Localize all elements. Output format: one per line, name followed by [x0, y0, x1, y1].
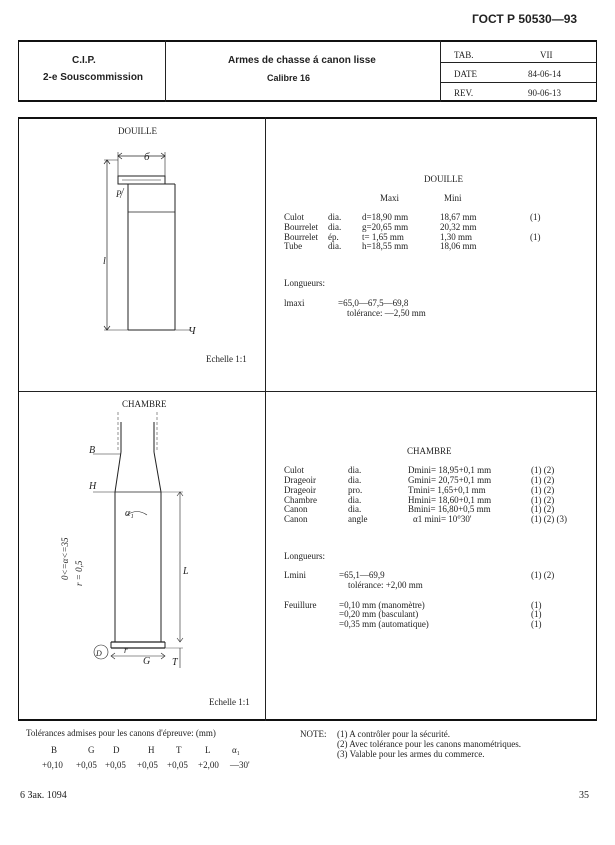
tol-value: +0,05	[76, 760, 97, 770]
row-mini: 18,06 mm	[440, 241, 477, 251]
meta-value: 90-06-13	[528, 88, 561, 98]
row-value: Dmini= 18,95+0,1 mm	[408, 465, 492, 475]
row-type: dia.	[328, 212, 342, 222]
row-type: dia.	[348, 495, 362, 505]
lmini-notes: (1) (2)	[531, 570, 555, 580]
footer-order: 6 Зак. 1094	[20, 790, 67, 801]
meta-label: REV.	[454, 88, 474, 98]
notes-label: NOTE:	[300, 729, 327, 739]
dim-t-label: T	[172, 657, 178, 668]
row-type: dia.	[348, 475, 362, 485]
douille-drawing	[90, 140, 210, 345]
row-name: Bourrelet	[284, 232, 318, 242]
row-name: Canon	[284, 514, 308, 524]
row-name: Drageoir	[284, 475, 316, 485]
subcommission: 2-e Souscommission	[43, 72, 144, 83]
org-name: C.I.P.	[72, 55, 96, 66]
chambre-drawing	[85, 412, 195, 682]
row-type: angle	[348, 514, 368, 524]
row-notes: (1) (2)	[531, 495, 555, 505]
row-type: dia.	[328, 241, 342, 251]
row-value: α1 mini= 10°30'	[413, 514, 472, 524]
row-mini: 1,30 mm	[440, 232, 473, 242]
dim-h-label: Ч	[188, 325, 196, 337]
row-maxi: d=18,90 mm	[362, 212, 409, 222]
row-mini: 20,32 mm	[440, 222, 477, 232]
row-name: Bourrelet	[284, 222, 318, 232]
lmaxi-label: lmaxi	[284, 298, 305, 308]
feuillure-value: =0,20 mm (basculant)	[339, 609, 419, 619]
row-name: Drageoir	[284, 485, 316, 495]
col-maxi: Maxi	[380, 193, 399, 203]
lmini-tolerance: tolérance: +2,00 mm	[348, 580, 423, 590]
dim-b-label: б	[144, 151, 150, 163]
row-value: Hmini= 18,60+0,1 mm	[408, 495, 492, 505]
dim-h-label: H	[89, 481, 97, 492]
note-item: (1) A contrôler pour la sécurité.	[337, 729, 450, 739]
row-note: (1)	[530, 212, 541, 222]
row-name: Chambre	[284, 495, 317, 505]
tol-value: —30'	[230, 760, 250, 770]
douille-longueurs-label: Longueurs:	[284, 278, 325, 288]
row-name: Culot	[284, 212, 305, 222]
feuillure-label: Feuillure	[284, 600, 317, 610]
row-name: Culot	[284, 465, 305, 475]
dim-d-label: D	[96, 649, 102, 658]
row-notes: (1) (2)	[531, 485, 555, 495]
tol-value: +2,00	[198, 760, 219, 770]
tol-letter: T	[176, 745, 182, 755]
row-maxi: t= 1,65 mm	[362, 232, 404, 242]
tol-letter: L	[205, 745, 211, 755]
lmaxi-value: =65,0—67,5—69,8	[338, 298, 409, 308]
chambre-section-title: CHAMBRE	[407, 446, 452, 456]
dim-b-label: B	[89, 445, 96, 456]
tol-value: +0,10	[42, 760, 63, 770]
douille-drawing-title: DOUILLE	[118, 126, 157, 136]
dim-p-label: P	[116, 189, 122, 199]
calibre: Calibre 16	[267, 73, 311, 83]
chambre-drawing-title: CHAMBRE	[122, 399, 167, 409]
chambre-scale: Echelle 1:1	[209, 697, 250, 707]
tol-letter: B	[51, 745, 58, 755]
tol-value: +0,05	[105, 760, 126, 770]
row-notes: (1) (2) (3)	[531, 514, 567, 524]
feuillure-note: (1)	[531, 619, 542, 629]
row-type: ép.	[328, 232, 339, 242]
dim-r-label: r	[124, 645, 128, 655]
standard-number: ГОСТ Р 50530—93	[472, 12, 578, 26]
note-item: (2) Avec tolérance pour les canons manométriques.	[337, 739, 522, 749]
meta-label: DATE	[454, 69, 477, 79]
tol-value: +0,05	[167, 760, 188, 770]
feuillure-value: =0,35 mm (automatique)	[339, 619, 429, 629]
lmini-value: =65,1—69,9	[339, 570, 385, 580]
row-notes: (1) (2)	[531, 465, 555, 475]
row-note: (1)	[530, 232, 541, 242]
meta-value: VII	[540, 50, 553, 60]
tol-letter: H	[148, 745, 155, 755]
note-item: (3) Valable pour les armes du commerce.	[337, 749, 485, 759]
chambre-longueurs-label: Longueurs:	[284, 551, 325, 561]
row-value: Tmini= 1,65+0,1 mm	[408, 485, 486, 495]
lmaxi-tolerance: tolérance: —2,50 mm	[347, 308, 426, 318]
lmini-label: Lmini	[284, 570, 306, 580]
row-notes: (1) (2)	[531, 475, 555, 485]
douille-scale: Echelle 1:1	[206, 354, 247, 364]
dim-l-label: l	[103, 256, 106, 267]
tol-letter: D	[113, 745, 120, 755]
tol-letter: G	[88, 745, 95, 755]
row-name: Tube	[284, 241, 303, 251]
tol-value: +0,05	[137, 760, 158, 770]
row-type: dia.	[348, 504, 362, 514]
dim-alpha-label: α₁	[125, 508, 134, 519]
dim-l-label: L	[183, 566, 189, 577]
page-number: 35	[579, 790, 589, 801]
row-type: dia.	[348, 465, 362, 475]
row-maxi: h=18,55 mm	[362, 241, 409, 251]
row-type: dia.	[328, 222, 342, 232]
row-value: Bmini= 16,80+0,5 mm	[408, 504, 491, 514]
dim-g-label: G	[143, 656, 151, 667]
tol-letter: α₁	[232, 745, 240, 755]
tolerances-title: Tolérances admises pour les canons d'épreuve: (mm)	[26, 728, 216, 738]
row-type: pro.	[348, 485, 363, 495]
doc-title: Armes de chasse á canon lisse	[228, 55, 376, 66]
radius-note: r = 0,5	[74, 560, 84, 586]
row-name: Canon	[284, 504, 308, 514]
douille-section-title: DOUILLE	[424, 174, 463, 184]
row-value: Gmini= 20,75+0,1 mm	[408, 475, 492, 485]
row-mini: 18,67 mm	[440, 212, 477, 222]
feuillure-note: (1)	[531, 600, 542, 610]
angle-note: 0<=α<=35	[60, 537, 70, 580]
feuillure-note: (1)	[531, 609, 542, 619]
col-mini: Mini	[444, 193, 462, 203]
row-maxi: g=20,65 mm	[362, 222, 409, 232]
feuillure-value: =0,10 mm (manomètre)	[339, 600, 425, 610]
row-notes: (1) (2)	[531, 504, 555, 514]
meta-label: TAB.	[454, 50, 474, 60]
meta-value: 84-06-14	[528, 69, 561, 79]
